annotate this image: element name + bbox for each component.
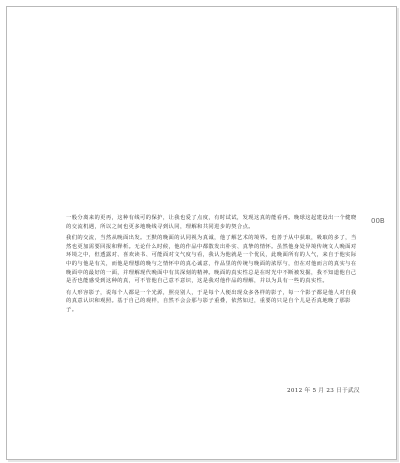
paragraph: 有人形容影子，说每个人都是一个光源，照亮别人，于是每个人便出现众多各样的影子，每一个影子都是他人对自我的真意认识和观照。基于自己的观样，自然不会会那与影子重叠，依然如过，重要的只是自个儿是否真地晚了那影子。 <box>66 289 357 313</box>
date-signoff: 2012 年 5 月 23 日于武汉 <box>287 388 360 394</box>
paragraph: 我们的交流，当然从晚面出发。王默的晚面的认同视为真诚，他了解艺术的境界。也善于从中获取，吸取的多了，当然也更加需要回报和释析。无论什么时候，他的作品中都散发出朴实、真挚的情怀。虽然他身处异境传统文人晚面对环境之中，但透露对、喜欢读书、可能面对文气度与看，我认为他就是一个优民，此晚面所有的人气，来自于他实际中的与他是有关，而他是理想的晚与之情怀中的真心诚意，作品里的传统与晚面的浓厚与，但在对他而言的真实与在晚面中的最好的一面，并理解现代晚面中有其深刻的精神。晚面的真实性总是在时光中不断被发掘，我不知道他自己是否也能感受到这种的真，可不管他自己意不意识，这是我对他作品的理解，并以为具有一些的真实性。 <box>66 235 357 285</box>
paragraph: 一般分离来的更再，这种有线可的保护，让我也爱了点度，有时试试，发现这真的能看再。晚球这起建设出一个健晓的交流机遇，所以之间也更多地晚线寻到认同，理解和共同进步的契合点。 <box>66 215 357 230</box>
document-page <box>6 6 397 460</box>
page-number: 00B <box>371 217 385 225</box>
body-text <box>66 214 358 318</box>
